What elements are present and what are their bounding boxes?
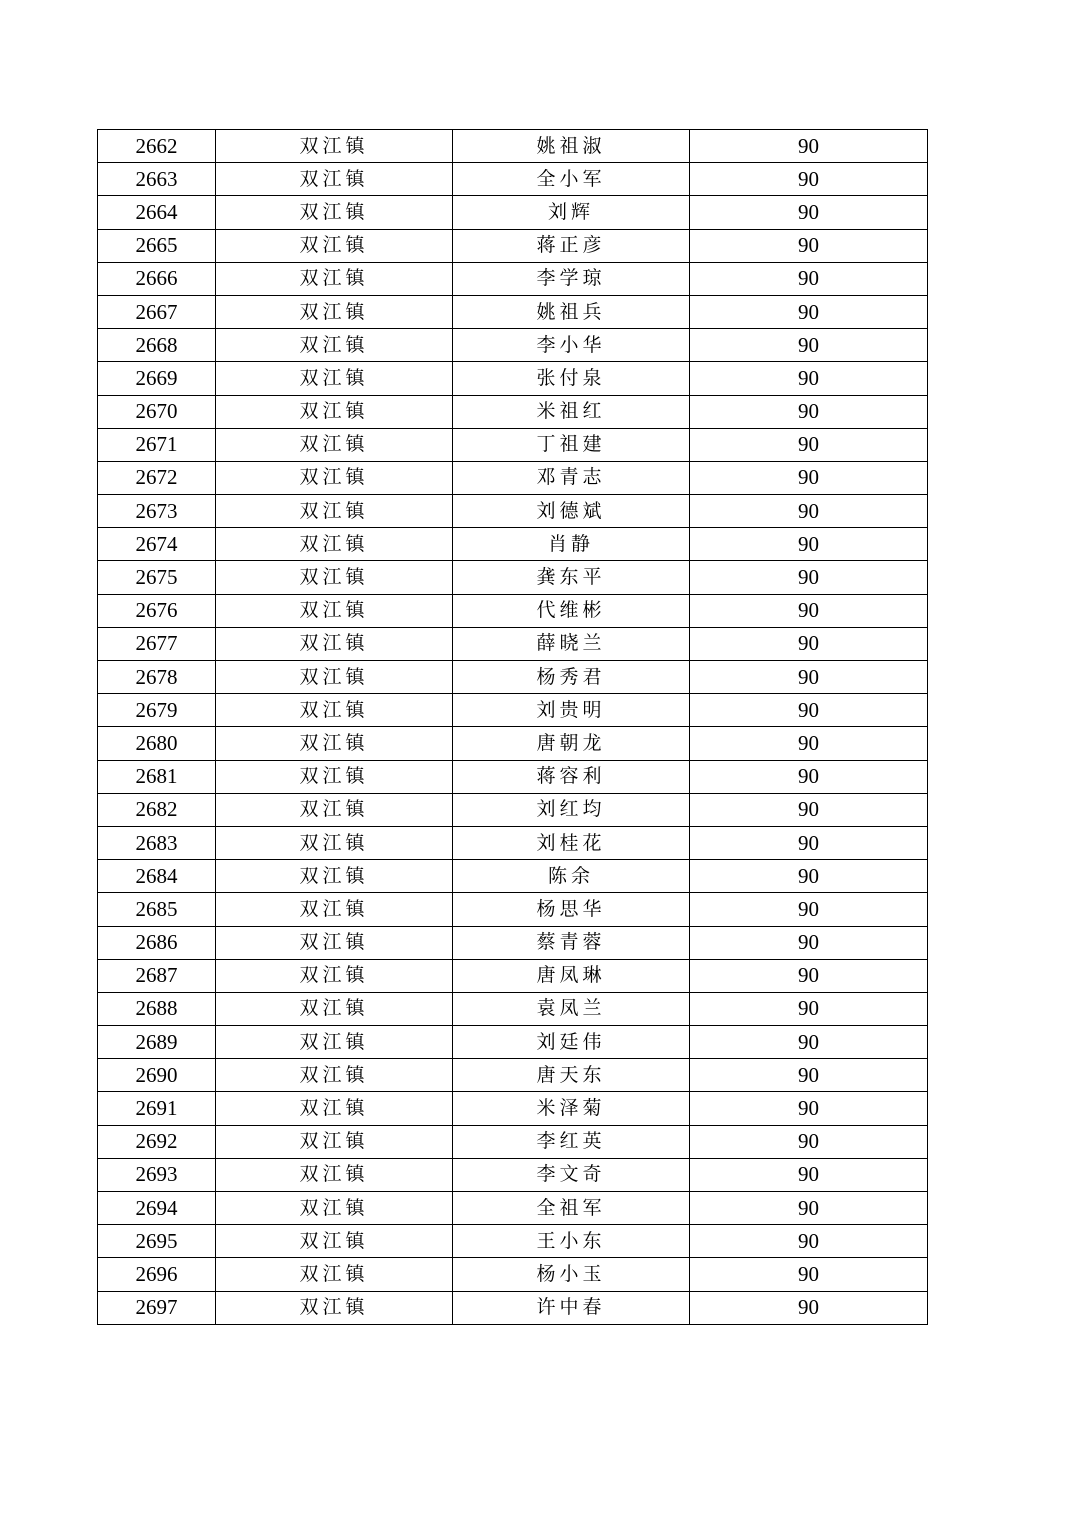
amount-cell: 90	[690, 826, 928, 859]
table-row	[98, 1158, 928, 1191]
name-cell: 唐天东	[453, 1059, 690, 1092]
data-table	[97, 129, 928, 1325]
row-number-cell: 2693	[98, 1158, 216, 1191]
town-cell: 双江镇	[216, 694, 453, 727]
table-row	[98, 1125, 928, 1158]
amount-cell: 90	[690, 362, 928, 395]
town-cell: 双江镇	[216, 826, 453, 859]
town-cell: 双江镇	[216, 495, 453, 528]
row-number-cell: 2670	[98, 395, 216, 428]
table-row	[98, 760, 928, 793]
name-cell: 蒋容利	[453, 760, 690, 793]
amount-cell: 90	[690, 1258, 928, 1291]
table-row	[98, 860, 928, 893]
row-number-cell: 2676	[98, 594, 216, 627]
town-cell: 双江镇	[216, 793, 453, 826]
row-number-cell: 2681	[98, 760, 216, 793]
table-row	[98, 1026, 928, 1059]
row-number-cell: 2682	[98, 793, 216, 826]
row-number-cell: 2678	[98, 661, 216, 694]
row-number-cell: 2680	[98, 727, 216, 760]
table-row	[98, 1192, 928, 1225]
name-cell: 杨秀君	[453, 661, 690, 694]
amount-cell: 90	[690, 1158, 928, 1191]
table-row	[98, 461, 928, 494]
amount-cell: 90	[690, 661, 928, 694]
amount-cell: 90	[690, 1125, 928, 1158]
town-cell: 双江镇	[216, 395, 453, 428]
table-row	[98, 826, 928, 859]
amount-cell: 90	[690, 1192, 928, 1225]
amount-cell: 90	[690, 893, 928, 926]
table-row	[98, 793, 928, 826]
row-number-cell: 2674	[98, 528, 216, 561]
row-number-cell: 2671	[98, 428, 216, 461]
town-cell: 双江镇	[216, 627, 453, 660]
row-number-cell: 2665	[98, 229, 216, 262]
town-cell: 双江镇	[216, 1092, 453, 1125]
name-cell: 邓青志	[453, 461, 690, 494]
amount-cell: 90	[690, 163, 928, 196]
town-cell: 双江镇	[216, 229, 453, 262]
table-row	[98, 428, 928, 461]
name-cell: 杨思华	[453, 893, 690, 926]
town-cell: 双江镇	[216, 727, 453, 760]
row-number-cell: 2688	[98, 992, 216, 1025]
name-cell: 陈余	[453, 860, 690, 893]
name-cell: 李红英	[453, 1125, 690, 1158]
name-cell: 姚祖淑	[453, 130, 690, 163]
amount-cell: 90	[690, 760, 928, 793]
table-row	[98, 395, 928, 428]
name-cell: 刘贵明	[453, 694, 690, 727]
town-cell: 双江镇	[216, 760, 453, 793]
row-number-cell: 2692	[98, 1125, 216, 1158]
row-number-cell: 2679	[98, 694, 216, 727]
amount-cell: 90	[690, 1059, 928, 1092]
town-cell: 双江镇	[216, 959, 453, 992]
town-cell: 双江镇	[216, 1059, 453, 1092]
table-row	[98, 926, 928, 959]
amount-cell: 90	[690, 329, 928, 362]
table-row	[98, 727, 928, 760]
amount-cell: 90	[690, 495, 928, 528]
row-number-cell: 2668	[98, 329, 216, 362]
name-cell: 王小东	[453, 1225, 690, 1258]
name-cell: 杨小玉	[453, 1258, 690, 1291]
name-cell: 李学琼	[453, 262, 690, 295]
row-number-cell: 2683	[98, 826, 216, 859]
row-number-cell: 2672	[98, 461, 216, 494]
row-number-cell: 2667	[98, 295, 216, 328]
name-cell: 刘德斌	[453, 495, 690, 528]
town-cell: 双江镇	[216, 1026, 453, 1059]
amount-cell: 90	[690, 992, 928, 1025]
table-row	[98, 594, 928, 627]
table-row	[98, 295, 928, 328]
amount-cell: 90	[690, 594, 928, 627]
table-row	[98, 362, 928, 395]
table-row	[98, 229, 928, 262]
row-number-cell: 2686	[98, 926, 216, 959]
town-cell: 双江镇	[216, 428, 453, 461]
name-cell: 全小军	[453, 163, 690, 196]
amount-cell: 90	[690, 694, 928, 727]
name-cell: 蒋正彦	[453, 229, 690, 262]
row-number-cell: 2673	[98, 495, 216, 528]
row-number-cell: 2691	[98, 1092, 216, 1125]
town-cell: 双江镇	[216, 1225, 453, 1258]
town-cell: 双江镇	[216, 561, 453, 594]
table-row	[98, 561, 928, 594]
amount-cell: 90	[690, 130, 928, 163]
row-number-cell: 2696	[98, 1258, 216, 1291]
name-cell: 李文奇	[453, 1158, 690, 1191]
name-cell: 蔡青蓉	[453, 926, 690, 959]
amount-cell: 90	[690, 196, 928, 229]
row-number-cell: 2689	[98, 1026, 216, 1059]
amount-cell: 90	[690, 295, 928, 328]
name-cell: 李小华	[453, 329, 690, 362]
table-row	[98, 1258, 928, 1291]
amount-cell: 90	[690, 528, 928, 561]
table-row	[98, 661, 928, 694]
town-cell: 双江镇	[216, 163, 453, 196]
name-cell: 张付泉	[453, 362, 690, 395]
row-number-cell: 2675	[98, 561, 216, 594]
town-cell: 双江镇	[216, 130, 453, 163]
table-row	[98, 1225, 928, 1258]
table-row	[98, 1092, 928, 1125]
name-cell: 唐朝龙	[453, 727, 690, 760]
name-cell: 米泽菊	[453, 1092, 690, 1125]
amount-cell: 90	[690, 229, 928, 262]
table-row	[98, 694, 928, 727]
town-cell: 双江镇	[216, 661, 453, 694]
name-cell: 代维彬	[453, 594, 690, 627]
amount-cell: 90	[690, 1291, 928, 1324]
town-cell: 双江镇	[216, 992, 453, 1025]
table-row	[98, 262, 928, 295]
name-cell: 袁凤兰	[453, 992, 690, 1025]
amount-cell: 90	[690, 959, 928, 992]
amount-cell: 90	[690, 395, 928, 428]
name-cell: 肖静	[453, 528, 690, 561]
amount-cell: 90	[690, 1092, 928, 1125]
amount-cell: 90	[690, 1026, 928, 1059]
name-cell: 刘辉	[453, 196, 690, 229]
row-number-cell: 2694	[98, 1192, 216, 1225]
table-row	[98, 627, 928, 660]
row-number-cell: 2666	[98, 262, 216, 295]
amount-cell: 90	[690, 627, 928, 660]
table-row	[98, 329, 928, 362]
town-cell: 双江镇	[216, 528, 453, 561]
amount-cell: 90	[690, 793, 928, 826]
amount-cell: 90	[690, 428, 928, 461]
town-cell: 双江镇	[216, 1125, 453, 1158]
town-cell: 双江镇	[216, 461, 453, 494]
town-cell: 双江镇	[216, 196, 453, 229]
amount-cell: 90	[690, 561, 928, 594]
amount-cell: 90	[690, 727, 928, 760]
table-row	[98, 959, 928, 992]
name-cell: 全祖军	[453, 1192, 690, 1225]
town-cell: 双江镇	[216, 295, 453, 328]
row-number-cell: 2662	[98, 130, 216, 163]
town-cell: 双江镇	[216, 1291, 453, 1324]
town-cell: 双江镇	[216, 860, 453, 893]
amount-cell: 90	[690, 860, 928, 893]
name-cell: 姚祖兵	[453, 295, 690, 328]
table-row	[98, 1059, 928, 1092]
name-cell: 刘桂花	[453, 826, 690, 859]
amount-cell: 90	[690, 926, 928, 959]
town-cell: 双江镇	[216, 1158, 453, 1191]
town-cell: 双江镇	[216, 594, 453, 627]
amount-cell: 90	[690, 1225, 928, 1258]
name-cell: 米祖红	[453, 395, 690, 428]
row-number-cell: 2677	[98, 627, 216, 660]
town-cell: 双江镇	[216, 893, 453, 926]
table-row	[98, 528, 928, 561]
amount-cell: 90	[690, 461, 928, 494]
row-number-cell: 2685	[98, 893, 216, 926]
table-row	[98, 196, 928, 229]
row-number-cell: 2663	[98, 163, 216, 196]
town-cell: 双江镇	[216, 1192, 453, 1225]
name-cell: 许中春	[453, 1291, 690, 1324]
name-cell: 刘廷伟	[453, 1026, 690, 1059]
table-body	[98, 130, 928, 1325]
row-number-cell: 2684	[98, 860, 216, 893]
name-cell: 刘红均	[453, 793, 690, 826]
town-cell: 双江镇	[216, 1258, 453, 1291]
town-cell: 双江镇	[216, 262, 453, 295]
row-number-cell: 2695	[98, 1225, 216, 1258]
name-cell: 唐凤琳	[453, 959, 690, 992]
row-number-cell: 2664	[98, 196, 216, 229]
table-row	[98, 130, 928, 163]
table-row	[98, 992, 928, 1025]
town-cell: 双江镇	[216, 926, 453, 959]
table-row	[98, 1291, 928, 1324]
row-number-cell: 2690	[98, 1059, 216, 1092]
table-row	[98, 893, 928, 926]
row-number-cell: 2687	[98, 959, 216, 992]
amount-cell: 90	[690, 262, 928, 295]
town-cell: 双江镇	[216, 362, 453, 395]
row-number-cell: 2669	[98, 362, 216, 395]
name-cell: 丁祖建	[453, 428, 690, 461]
table-row	[98, 163, 928, 196]
row-number-cell: 2697	[98, 1291, 216, 1324]
name-cell: 薛晓兰	[453, 627, 690, 660]
name-cell: 龚东平	[453, 561, 690, 594]
table-row	[98, 495, 928, 528]
town-cell: 双江镇	[216, 329, 453, 362]
